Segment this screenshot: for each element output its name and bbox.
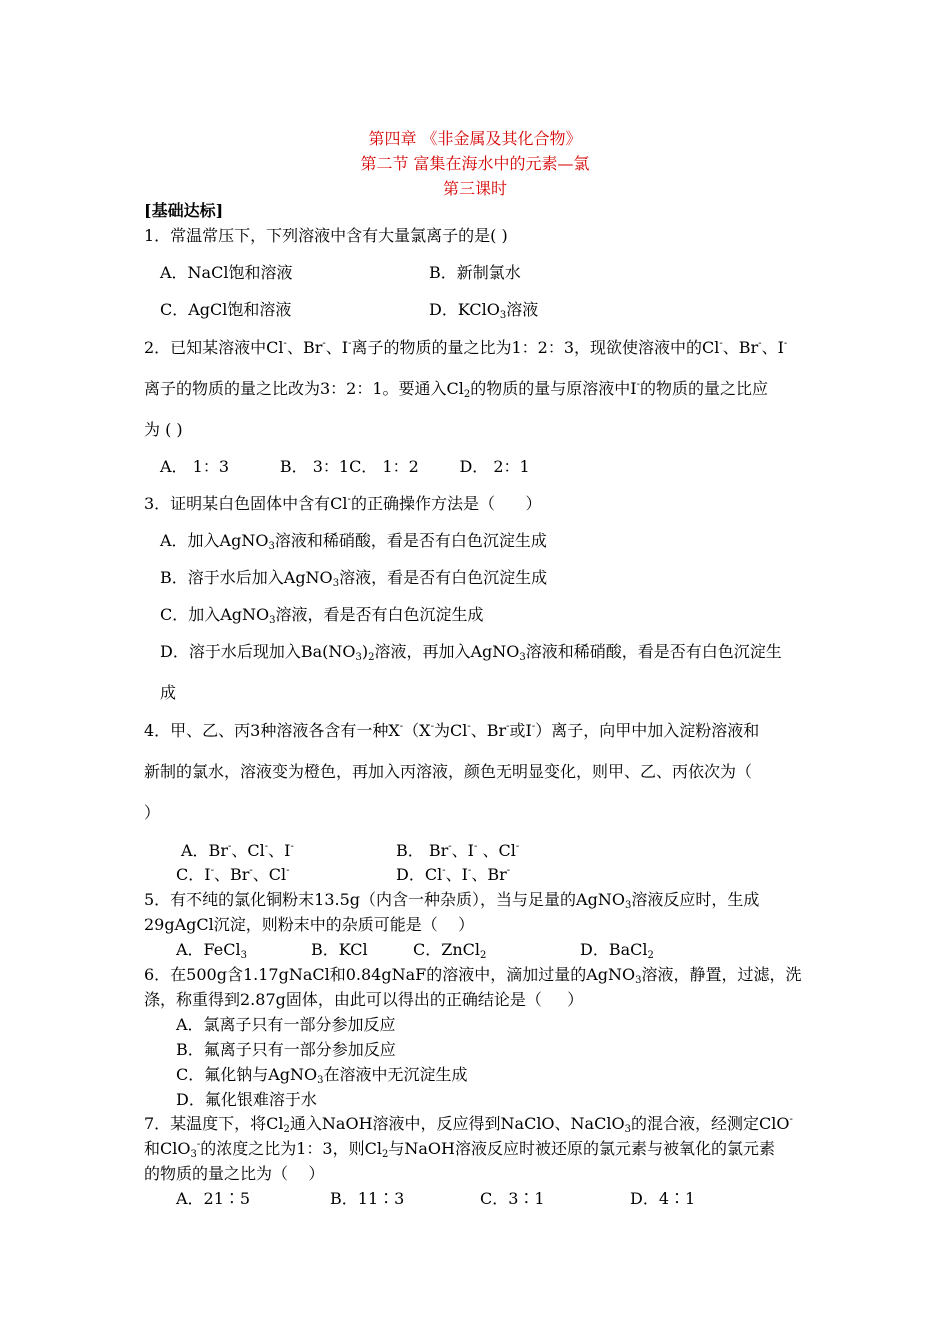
q6-option-b: B．氟离子只有一部分参加反应 (176, 1040, 396, 1059)
q7-line-1: 7．某温度下，将$Cl_2$通入NaOH溶液中，反应得到NaClO、NaClO$_3$的混合液，经测定ClO- (144, 1114, 793, 1135)
q6-line-1: 6．在500g含1.17gNaCl和0.84gNaF的溶液中，滴加过量的AgNO$_3$溶液，静置，过滤，洗 (144, 965, 802, 986)
q2-line-1: 2．已知某溶液中Cl-、Br-、I-离子的物质的量之比为1：2：3，现欲使溶液中的Cl-、Br-、I- (144, 338, 788, 357)
q1-option-b: B．新制氯水 (429, 263, 521, 282)
q6-option-c: C．氟化钠与AgNO$_3$在溶液中无沉淀生成 (176, 1065, 468, 1086)
q6-option-d: D．氟化银难溶于水 (176, 1090, 317, 1109)
q4-line-2: 新制的氯水，溶液变为橙色，再加入丙溶液，颜色无明显变化，则甲、乙、丙依次为（ (144, 762, 753, 781)
q5-line-1: 5．有不纯的氯化铜粉末13.5g（内含一种杂质），当与足量的AgNO$_3$溶液反应时，生成 (144, 890, 760, 911)
q7-option-c: C．3∶1 (480, 1189, 545, 1208)
q4-option-a: A．Br-、Cl-、I- (181, 841, 294, 860)
q3-stem: 3．证明某白色固体中含有Cl-的正确操作方法是（ ） (144, 494, 542, 513)
chapter-title: 第四章 《非金属及其化合物》 (368, 129, 582, 148)
q4-line-3: ） (144, 803, 161, 822)
q4-line-1: 4．甲、乙、丙3种溶液各含有一种X-（X-为Cl-、Br-或I-）离子，向甲中加入淀粉溶液和 (144, 721, 760, 740)
q5-line-2: 29gAgCl沉淀，则粉末中的杂质可能是（ ） (144, 915, 475, 934)
q7-option-d: D．4∶1 (630, 1189, 696, 1208)
q7-line-3: 的物质的量之比为（ ） (144, 1164, 325, 1183)
q6-option-a: A．氯离子只有一部分参加反应 (176, 1015, 396, 1034)
q2-line-2: 离子的物质的量之比改为3：2：1。要通入$Cl_2$的物质的量与原溶液中I-的物质的量之比应 (144, 379, 769, 400)
q3-option-a: A．加入AgNO$_3$溶液和稀硝酸，看是否有白色沉淀生成 (160, 531, 547, 552)
q5-option-a: A．FeCl$_3$ (176, 940, 247, 961)
section-title: 第二节 富集在海水中的元素—氯 (360, 154, 590, 173)
q6-line-2: 涤，称重得到2.87g固体，由此可以得出的正确结论是（ ） (144, 990, 584, 1009)
q1-stem: 1．常温常压下，下列溶液中含有大量氯离子的是( ) (144, 226, 508, 245)
q5-option-b: B．KCl (311, 940, 368, 959)
q1-option-c: C．AgCl饱和溶液 (160, 300, 292, 319)
lesson-title: 第三课时 (442, 179, 507, 198)
q4-option-c: C．I-、Br-、Cl- (176, 865, 290, 884)
q4-option-d: D．Cl-、I-、Br- (396, 865, 511, 884)
q5-option-c: C．ZnCl$_2$ (413, 940, 487, 961)
q3-option-c: C．加入AgNO$_3$溶液，看是否有白色沉淀生成 (160, 605, 484, 626)
q7-line-2: 和ClO$_3$-的浓度之比为1：3，则$Cl_2$与NaOH溶液反应时被还原的氯元素与被氧化的氯元素 (144, 1139, 775, 1160)
q3-option-d-continued: 成 (160, 683, 177, 702)
q3-option-d: D．溶于水后现加入$Ba(NO_3)_2$溶液，再加入AgNO$_3$溶液和稀硝酸，看是否有白色沉淀生 (160, 642, 782, 663)
q3-option-b: B．溶于水后加入AgNO$_3$溶液，看是否有白色沉淀生成 (160, 568, 548, 589)
q7-option-a: A．21∶5 (176, 1189, 251, 1208)
q4-option-b: B． Br-、I- 、Cl- (396, 841, 520, 860)
q2-options: A． 1：3 B． 3：1C． 1：2 D． 2：1 (160, 457, 530, 476)
q5-option-d: D．BaCl$_2$ (580, 940, 654, 961)
q1-option-a: A．NaCl饱和溶液 (160, 263, 293, 282)
q1-option-d: D．KClO$_3$溶液 (429, 300, 539, 321)
q2-line-3: 为 ( ) (144, 420, 183, 439)
section-label: [基础达标] (144, 201, 224, 220)
q7-option-b: B．11∶3 (330, 1189, 405, 1208)
